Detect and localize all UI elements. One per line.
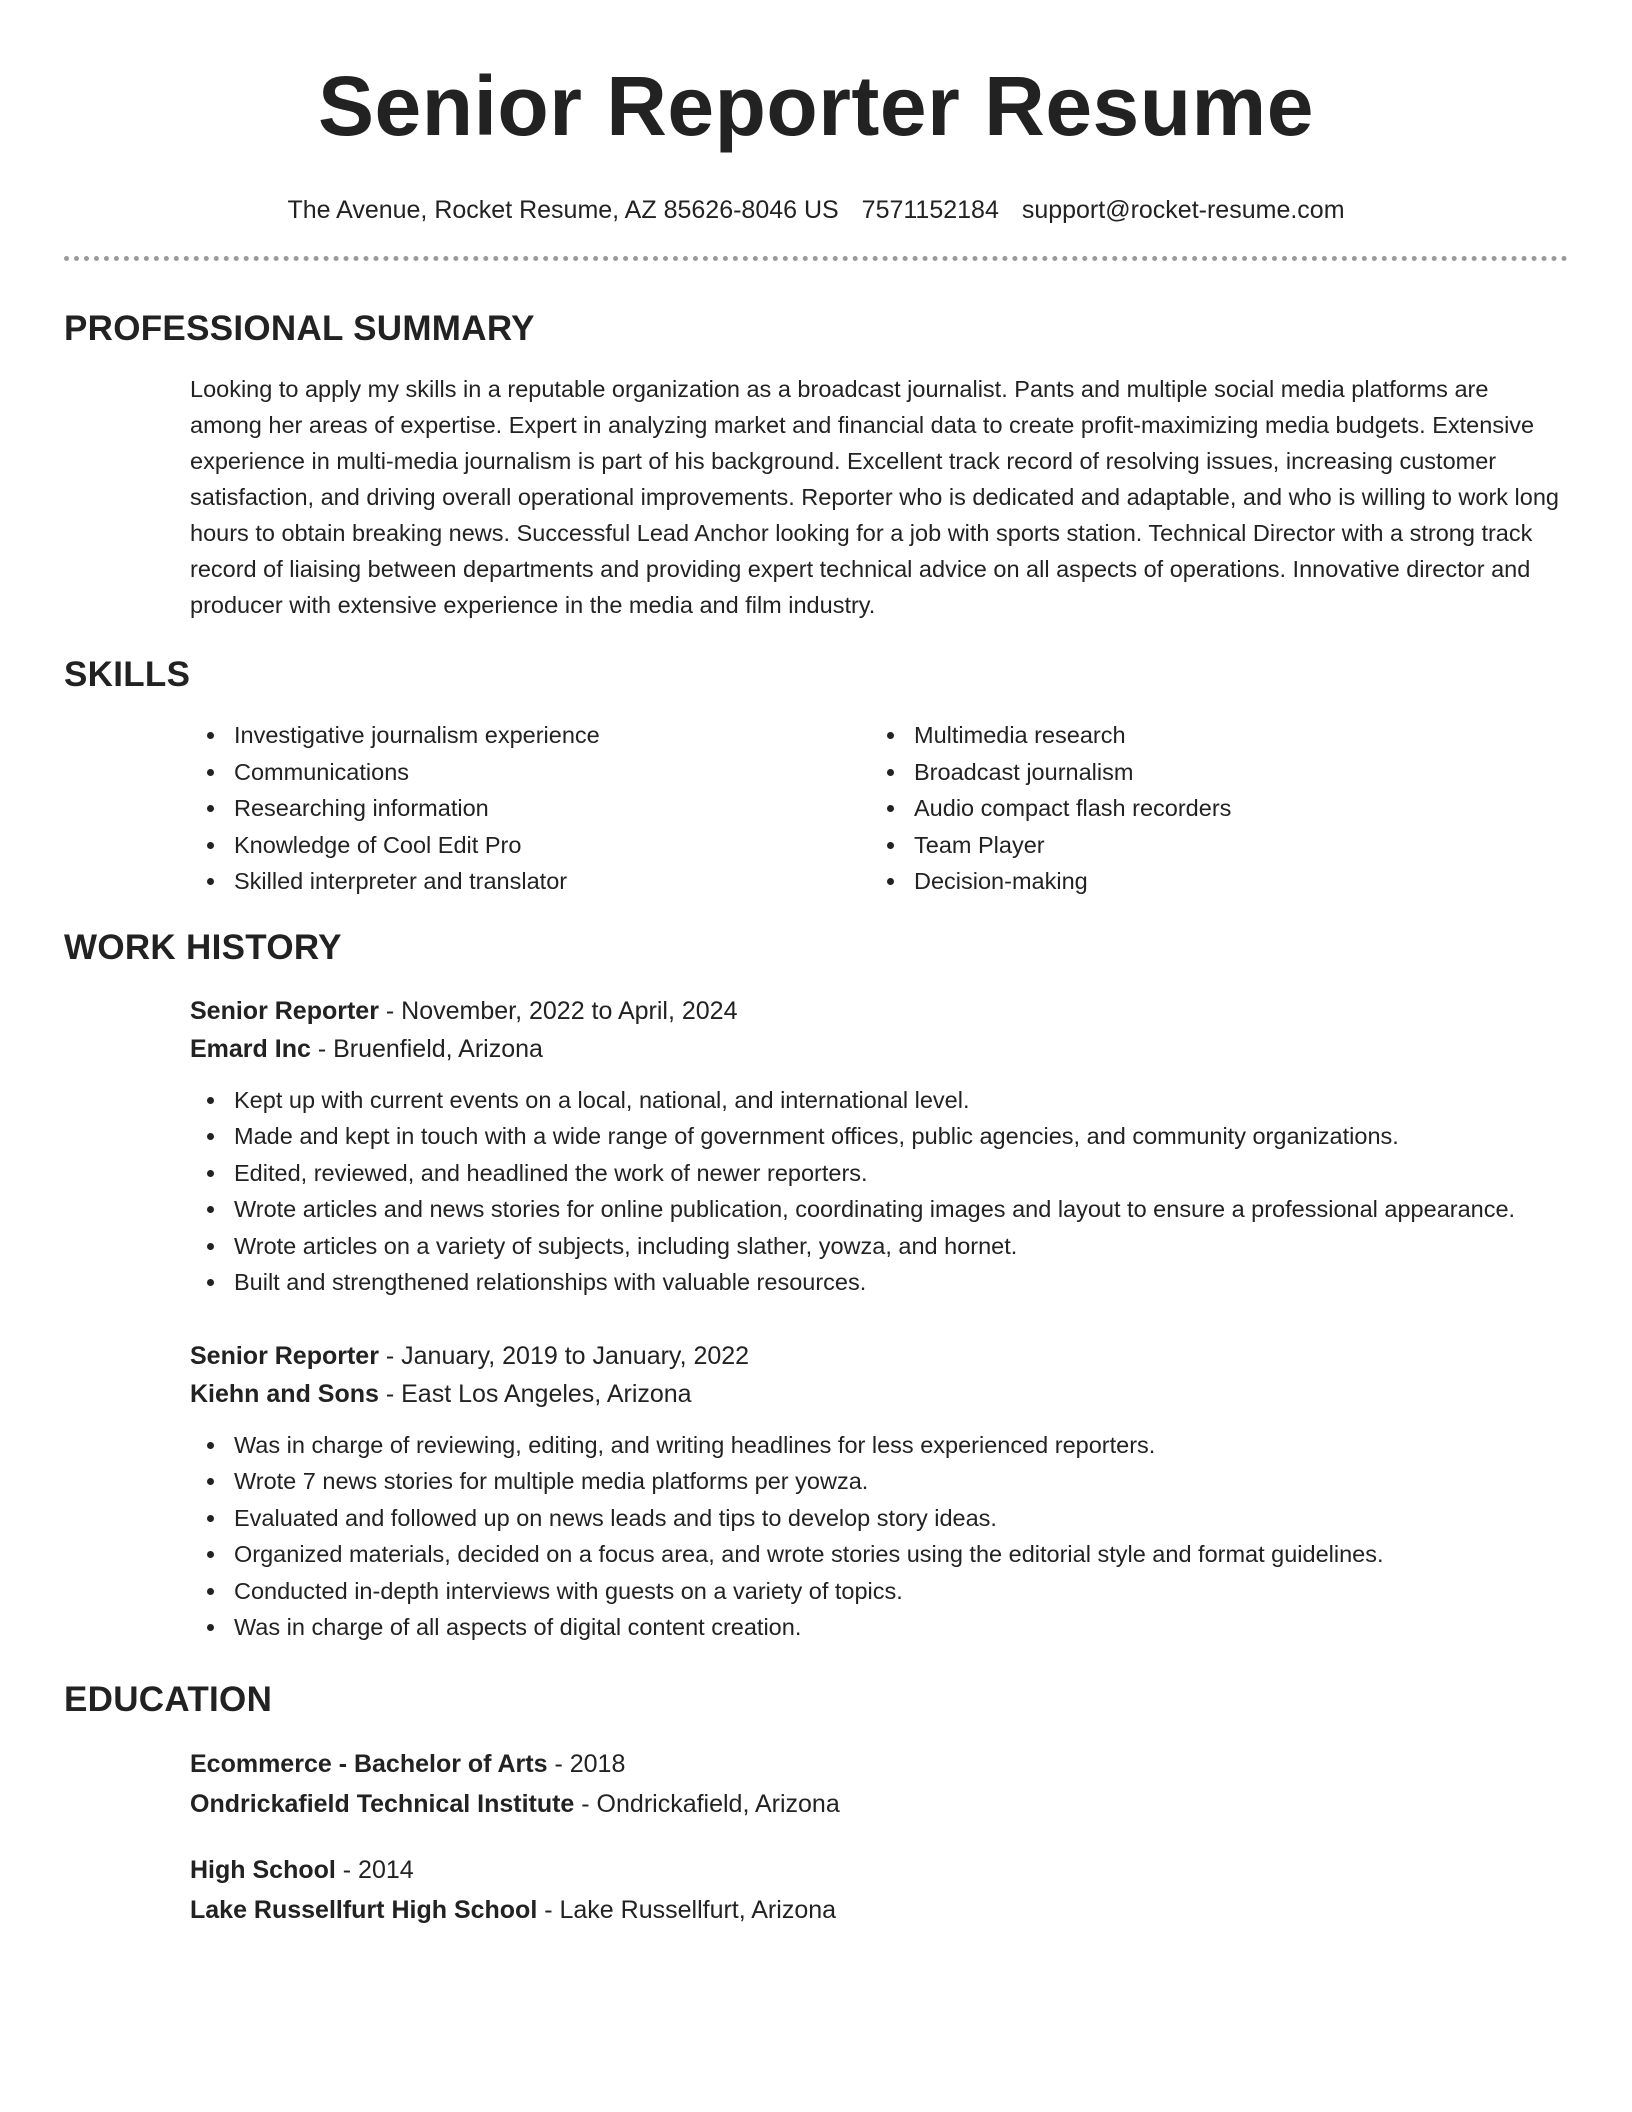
job-title: Senior Reporter — [190, 996, 379, 1025]
job-company-line — [190, 1375, 1568, 1413]
skills-columns — [190, 717, 1568, 900]
education-school-line — [190, 1890, 1568, 1930]
skills-heading: SKILLS — [64, 655, 191, 694]
skill-item: Communications — [190, 754, 870, 791]
summary-section — [64, 307, 1568, 623]
work-history-heading: WORK HISTORY — [64, 927, 342, 967]
job-bullet: Wrote 7 news stories for multiple media platforms per yowza. — [190, 1463, 1560, 1500]
skill-item: Skilled interpreter and translator — [190, 863, 870, 900]
skill-item: Broadcast journalism — [870, 754, 1550, 791]
job-location: - Bruenfield, Arizona — [310, 1034, 543, 1063]
resume-title: Senior Reporter Resume — [318, 59, 1314, 153]
job-title: Senior Reporter — [190, 1341, 379, 1370]
skill-item: Decision-making — [870, 863, 1550, 900]
contact-line — [64, 194, 1568, 226]
skill-item: Knowledge of Cool Edit Pro — [190, 827, 870, 864]
job-bullet: Wrote articles on a variety of subjects, including slather, yowza, and hornet. — [190, 1228, 1560, 1265]
education-section — [64, 1678, 1568, 1930]
education-entry — [190, 1744, 1568, 1824]
job-bullet: Evaluated and followed up on news leads and tips to develop story ideas. — [190, 1500, 1560, 1537]
education-location: - Lake Russellfurt, Arizona — [537, 1895, 837, 1924]
skill-item: Team Player — [870, 827, 1550, 864]
education-degree-line — [190, 1744, 1568, 1784]
job-bullets — [190, 1427, 1560, 1646]
education-year: - 2018 — [547, 1749, 626, 1778]
summary-text: Looking to apply my skills in a reputable organization as a broadcast journalist. Pants and multiple social media platforms are among her areas of expertise. Expert in analyzing market and financial data to create profit-maximizing media budgets. Extensive experience in multi-media journalism is part of his background. Excellent track record of resolving issues, increasing customer satisfaction, and driving overall operational improvements. Reporter who is dedicated and adaptable, and who is willing to work long hours to obtain breaking news. Successful Lead Anchor looking for a job with sports station. Technical Director with a strong track record of liaising between departments and providing expert technical advice on all aspects of operations. Innovative director and producer with extensive experience in the media and film industry. — [190, 376, 1559, 618]
education-location: - Ondrickafield, Arizona — [574, 1789, 840, 1818]
education-degree: High School — [190, 1855, 336, 1884]
job-dates: - November, 2022 to April, 2024 — [378, 996, 738, 1025]
education-year: - 2014 — [335, 1855, 414, 1884]
education-degree-line — [190, 1850, 1568, 1890]
job-bullet: Was in charge of all aspects of digital content creation. — [190, 1609, 1560, 1646]
education-school: Ondrickafield Technical Institute — [190, 1789, 575, 1818]
job-bullet: Was in charge of reviewing, editing, and writing headlines for less experienced reporters. — [190, 1427, 1560, 1464]
skill-item: Audio compact flash recorders — [870, 790, 1550, 827]
job-entry — [190, 992, 1568, 1301]
skills-list-left — [190, 717, 870, 900]
contact-phone: 7571152184 — [861, 196, 999, 224]
skill-item: Multimedia research — [870, 717, 1550, 754]
job-bullet: Edited, reviewed, and headlined the work of newer reporters. — [190, 1155, 1560, 1192]
skill-item: Researching information — [190, 790, 870, 827]
job-dates: - January, 2019 to January, 2022 — [378, 1341, 750, 1370]
education-degree: Ecommerce - Bachelor of Arts — [190, 1749, 548, 1778]
header-divider — [64, 256, 1568, 261]
job-bullet: Organized materials, decided on a focus area, and wrote stories using the editorial style and format guidelines. — [190, 1536, 1560, 1573]
contact-email: support@rocket-resume.com — [1021, 196, 1345, 224]
job-bullet: Built and strengthened relationships with valuable resources. — [190, 1264, 1560, 1301]
job-company: Emard Inc — [190, 1034, 311, 1063]
education-heading: EDUCATION — [64, 1679, 273, 1719]
job-company-line — [190, 1030, 1568, 1068]
work-history-section — [64, 926, 1568, 1646]
job-bullet: Made and kept in touch with a wide range of government offices, public agencies, and community organizations. — [190, 1118, 1560, 1155]
skill-item: Investigative journalism experience — [190, 717, 870, 754]
education-school-line — [190, 1784, 1568, 1824]
job-title-line — [190, 1337, 1568, 1375]
skills-list-right — [870, 717, 1550, 900]
education-entry — [190, 1850, 1568, 1930]
job-company: Kiehn and Sons — [190, 1379, 379, 1408]
job-bullet: Wrote articles and news stories for online publication, coordinating images and layout to ensure a professional appearance. — [190, 1191, 1560, 1228]
job-bullets — [190, 1082, 1560, 1301]
job-bullet: Kept up with current events on a local, national, and international level. — [190, 1082, 1560, 1119]
resume-page — [64, 0, 1568, 1930]
job-location: - East Los Angeles, Arizona — [378, 1379, 692, 1408]
job-bullet: Conducted in-depth interviews with guests on a variety of topics. — [190, 1573, 1560, 1610]
job-title-line — [190, 992, 1568, 1030]
skills-section — [64, 653, 1568, 900]
education-school: Lake Russellfurt High School — [190, 1895, 538, 1924]
contact-address: The Avenue, Rocket Resume, AZ 85626-8046 US — [287, 196, 839, 224]
summary-heading: PROFESSIONAL SUMMARY — [64, 309, 535, 348]
job-entry — [190, 1337, 1568, 1646]
